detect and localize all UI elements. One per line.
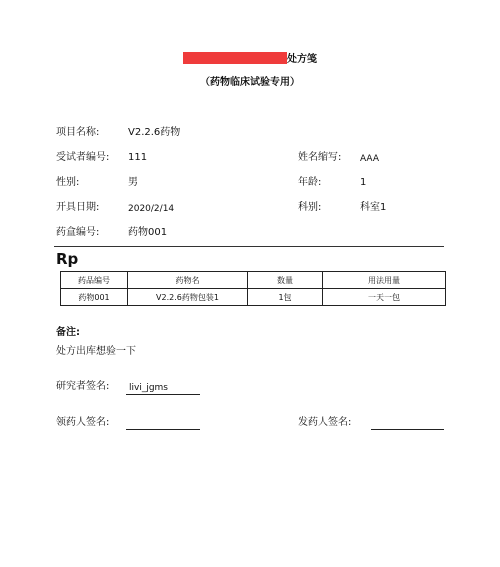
researcher-sign-line <box>126 394 200 395</box>
col-dosage: 用法用量 <box>323 272 446 289</box>
box-no-value: 药物001 <box>128 227 168 238</box>
cell-drug-name: V2.2.6药物包装1 <box>128 289 248 306</box>
cell-drug-code: 药物001 <box>61 289 128 306</box>
col-drug-code: 药品编号 <box>61 272 128 289</box>
box-no-label: 药盒编号: <box>56 227 100 238</box>
section-divider <box>54 246 444 247</box>
subject-no-label: 受试者编号: <box>56 152 110 163</box>
document-subtitle: （药物临床试验专用） <box>200 77 300 88</box>
name-abbr-label: 姓名缩写: <box>298 152 342 163</box>
dept-label: 科别: <box>298 202 322 213</box>
remarks-label: 备注: <box>56 327 80 338</box>
receiver-sign-line <box>126 429 200 430</box>
date-value: 2020/2/14 <box>128 204 175 214</box>
receiver-sign-label: 领药人签名: <box>56 417 110 428</box>
age-value: 1 <box>360 177 367 188</box>
col-drug-name: 药物名 <box>128 272 248 289</box>
dispenser-sign-line <box>371 429 444 430</box>
subject-no-value: 111 <box>128 152 148 163</box>
prescription-table <box>60 271 446 306</box>
project-label: 项目名称: <box>56 127 100 138</box>
gender-label: 性别: <box>56 177 80 188</box>
dispenser-sign-label: 发药人签名: <box>298 417 352 428</box>
remarks-text: 处方出库想验一下 <box>56 346 136 357</box>
col-quantity: 数量 <box>248 272 323 289</box>
table-header-row <box>61 272 446 289</box>
title-suffix: 处方笺 <box>287 54 317 65</box>
gender-value: 男 <box>128 177 138 188</box>
name-abbr-value: AAA <box>360 154 379 164</box>
date-label: 开具日期: <box>56 202 100 213</box>
document-title <box>0 52 500 67</box>
rp-heading: Rp <box>56 250 79 268</box>
table-row <box>61 289 446 306</box>
cell-dosage: 一天一包 <box>323 289 446 306</box>
project-value: V2.2.6药物 <box>128 127 181 138</box>
cell-quantity: 1包 <box>248 289 323 306</box>
researcher-sign-label: 研究者签名: <box>56 381 110 392</box>
researcher-sign-value: livi_jgms <box>129 383 168 393</box>
redacted-hospital-name <box>183 52 287 64</box>
age-label: 年龄: <box>298 177 322 188</box>
dept-value: 科室1 <box>360 202 387 213</box>
